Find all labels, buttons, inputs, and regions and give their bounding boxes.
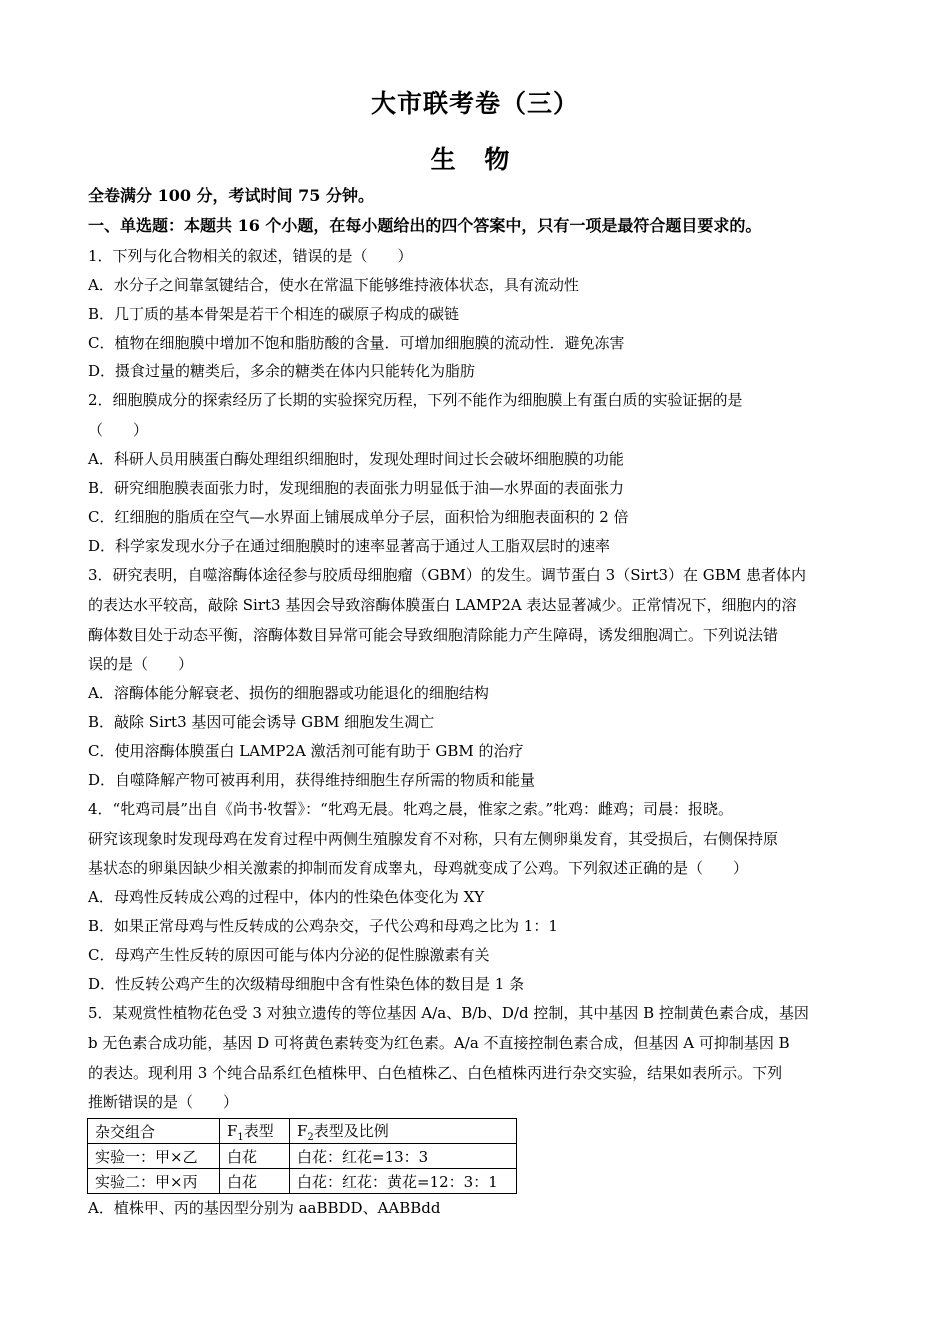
cross-results-table: [87, 1118, 517, 1194]
table-header-row: [88, 1119, 517, 1144]
q1-option-a: A．水分子之间靠氢键结合，使水在常温下能够维持液体状态，具有流动性: [88, 276, 579, 294]
cell-f2: 白花：红花：黄花=12：3：1: [290, 1169, 517, 1194]
q5-stem-line2: b 无色素合成功能，基因 D 可将黄色素转变为红色素。A/a 不直接控制色素合成，但基因 A 可抑制基因 B: [88, 1034, 790, 1052]
q4-stem-line1: 4．“牝鸡司晨”出自《尚书·牧誓》：“牝鸡无晨。牝鸡之晨，惟家之索。”牝鸡：雌鸡；司晨：报晓。: [88, 800, 733, 818]
q5-stem-line1: 5．某观赏性植物花色受 3 对独立遗传的等位基因 A/a、B/b、D/d 控制，其中基因 B 控制黄色素合成，基因: [88, 1004, 809, 1022]
q3-stem-line1: 3．研究表明，自噬溶酶体途径参与胶质母细胞瘤（GBM）的发生。调节蛋白 3（Sirt3）在 GBM 患者体内: [88, 566, 806, 584]
q2-stem-line1: 2．细胞膜成分的探索经历了长期的实验探究历程，下列不能作为细胞膜上有蛋白质的实验证据的是: [88, 391, 743, 409]
q2-option-d: D．科学家发现水分子在通过细胞膜时的速率显著高于通过人工脂双层时的速率: [88, 537, 611, 555]
cell-f1: 白花: [220, 1169, 290, 1194]
subject-title: 生 物: [430, 145, 520, 174]
q4-stem-line2: 研究该现象时发现母鸡在发育过程中两侧生殖腺发育不对称，只有左侧卵巢发育，其受损后，右侧保持原: [88, 830, 779, 848]
section-heading: 一、单选题：本题共 16 个小题，在每小题给出的四个答案中，只有一项是最符合题目要求的。: [88, 216, 762, 235]
q3-option-d: D．自噬降解产物可被再利用，获得维持细胞生存所需的物质和能量: [88, 771, 536, 789]
q3-option-c: C．使用溶酶体膜蛋白 LAMP2A 激活剂可能有助于 GBM 的治疗: [88, 742, 524, 760]
q4-stem-line3: 基状态的卵巢因缺少相关激素的抑制而发育成睾丸，母鸡就变成了公鸡。下列叙述正确的是（ ）: [88, 859, 749, 877]
cell-cross: 实验一：甲×乙: [88, 1144, 220, 1169]
q1-option-b: B．几丁质的基本骨架是若干个相连的碳原子构成的碳链: [88, 305, 460, 323]
q1-option-c: C．植物在细胞膜中增加不饱和脂肪酸的含量．可增加细胞膜的流动性．避免冻害: [88, 334, 625, 352]
cell-cross: 实验二：甲×丙: [88, 1169, 220, 1194]
header-cross: 杂交组合: [88, 1119, 220, 1144]
header-f2: $F_2$表型及比例: [290, 1119, 517, 1144]
q5-option-a: A．植株甲、丙的基因型分别为 aaBBDD、AABBdd: [88, 1199, 441, 1217]
table-row: [88, 1144, 517, 1169]
q3-stem-line4: 误的是（ ）: [88, 655, 194, 673]
q2-option-b: B．研究细胞膜表面张力时，发现细胞的表面张力明显低于油—水界面的表面张力: [88, 479, 625, 497]
header-f1: $F_1$表型: [220, 1119, 290, 1144]
cell-f2: 白花：红花=13：3: [290, 1144, 517, 1169]
q3-option-a: A．溶酶体能分解衰老、损伤的细胞器或功能退化的细胞结构: [88, 684, 489, 702]
q3-option-b: B．敲除 Sirt3 基因可能会诱导 GBM 细胞发生凋亡: [88, 713, 435, 731]
exam-note: 全卷满分 100 分，考试时间 75 分钟。: [88, 186, 374, 205]
exam-title: 大市联考卷（三）: [370, 89, 579, 118]
q4-option-a: A．母鸡性反转成公鸡的过程中，体内的性染色体变化为 XY: [88, 888, 485, 906]
q4-option-d: D．性反转公鸡产生的次级精母细胞中含有性染色体的数目是 1 条: [88, 975, 525, 993]
q5-stem-line4: 推断错误的是（ ）: [88, 1093, 239, 1111]
q2-stem-line2: （ ）: [88, 421, 149, 439]
table-row: [88, 1169, 517, 1194]
q5-stem-line3: 的表达。现利用 3 个纯合品系红色植株甲、白色植株乙、白色植株丙进行杂交实验，结果如表所示。下列: [88, 1064, 783, 1082]
q2-option-a: A．科研人员用胰蛋白酶处理组织细胞时，发现处理时间过长会破坏细胞膜的功能: [88, 450, 624, 468]
q4-option-b: B．如果正常母鸡与性反转成的公鸡杂交，子代公鸡和母鸡之比为 1：1: [88, 917, 558, 935]
cell-f1: 白花: [220, 1144, 290, 1169]
q3-stem-line3: 酶体数目处于动态平衡，溶酶体数目异常可能会导致细胞清除能力产生障碍，诱发细胞凋亡。下列说法错: [88, 626, 779, 644]
q4-option-c: C．母鸡产生性反转的原因可能与体内分泌的促性腺激素有关: [88, 946, 490, 964]
q3-stem-line2: 的表达水平较高，敲除 Sirt3 基因会导致溶酶体膜蛋白 LAMP2A 表达显著减少。正常情况下，细胞内的溶: [88, 596, 797, 614]
q1-stem: 1．下列与化合物相关的叙述，错误的是（ ）: [88, 247, 413, 265]
q2-option-c: C．红细胞的脂质在空气—水界面上铺展成单分子层，面积恰为细胞表面积的 2 倍: [88, 508, 629, 526]
q1-option-d: D．摄食过量的糖类后，多余的糖类在体内只能转化为脂肪: [88, 362, 476, 380]
